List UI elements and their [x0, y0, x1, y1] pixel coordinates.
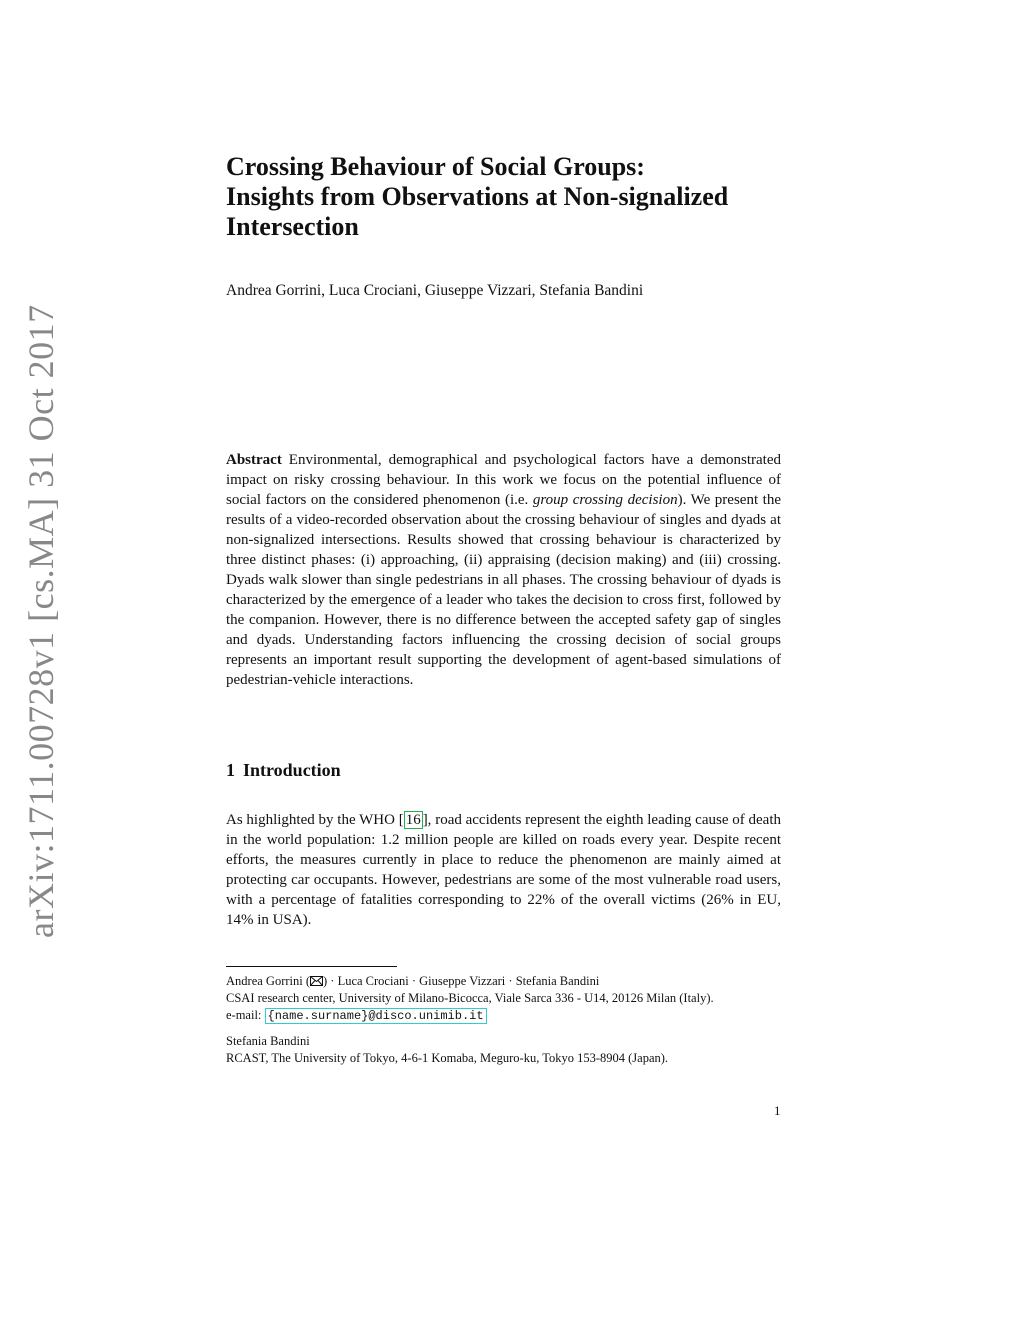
footnote-affiliation-1: CSAI research center, University of Milano-Bicocca, Viale Sarca 336 - U14, 20126 Milan (Italy). [226, 991, 714, 1005]
abstract-text-part-2: ). We present the results of a video-recorded observation about the crossing behaviour of singles and dyads at non-signalized intersections. Results showed that crossing behaviour is characterized by three distinct phases: (i) approaching, (ii) appraising (decision making) and (iii) crossing. Dyads walk slower than single pedestrians in all phases. The crossing behaviour of dyads is characterized by the emergence of a leader who takes the decision to cross first, followed by the companion. However, there is no difference between the accepted safety gap of singles and dyads. Understanding factors influencing the crossing decision of social groups represents an important result supporting the development of agent-based simulations of pedestrian-vehicle interactions. [226, 492, 782, 688]
footnote-gap [226, 1025, 786, 1033]
abstract-label: Abstract [226, 452, 282, 468]
abstract-emphasis: group crossing decision [532, 492, 678, 508]
abstract-text-part-1: Environmental, demographical and psychological factors have a demonstrated impact on risky crossing behaviour. In this work we focus on the potential influence of social factors on the considered phenomenon (i.e. [226, 452, 781, 508]
introduction-paragraph [226, 810, 781, 930]
footnote-coauthors: ) · Luca Crociani · Giuseppe Vizzari · Stefania Bandini [323, 974, 600, 988]
intro-text-part-1: As highlighted by the WHO [ [226, 812, 404, 828]
email-label: e-mail: [226, 1008, 262, 1022]
paper-title [226, 152, 786, 242]
abstract [226, 450, 781, 690]
title-line-3: Intersection [226, 212, 359, 241]
section-title: Introduction [243, 760, 341, 780]
citation-link[interactable]: 16 [405, 812, 421, 828]
author-footnotes [226, 973, 786, 1067]
footnote-affiliation-2: RCAST, The University of Tokyo, 4-6-1 Komaba, Meguro-ku, Tokyo 153-8904 (Japan). [226, 1051, 669, 1065]
envelope-icon [310, 976, 323, 986]
footnote-email-line [226, 1007, 786, 1025]
footnote-author-line [226, 973, 786, 990]
page-number: 1 [774, 1103, 781, 1118]
author-list: Andrea Gorrini, Luca Crociani, Giuseppe Vizzari, Stefania Bandini [226, 282, 644, 299]
footnote-divider [226, 966, 397, 967]
title-line-1: Crossing Behaviour of Social Groups: [226, 152, 645, 181]
title-line-2: Insights from Observations at Non-signalized [226, 182, 729, 211]
footnote-author-2: Stefania Bandini [226, 1034, 310, 1048]
section-number: 1 [226, 760, 235, 780]
footnote-first-author: Andrea Gorrini ( [226, 974, 310, 988]
section-heading-introduction [226, 760, 341, 781]
arxiv-identifier: arXiv:1711.00728v1 [cs.MA] 31 Oct 2017 [21, 304, 61, 938]
intro-text-part-2: ], road accidents represent the eighth leading cause of death in the world population: 1.2 million people are killed on roads every year. Despite recent efforts, the measures currently in place to reduce the phenomenon are mainly aimed at protecting car occupants. However, pedestrians are some of the most vulnerable road users, with a percentage of fatalities corresponding to 22% of the overall victims (26% in EU, 14% in USA). [226, 812, 781, 928]
email-link[interactable]: {name.surname}@disco.unimib.it [265, 1008, 487, 1024]
